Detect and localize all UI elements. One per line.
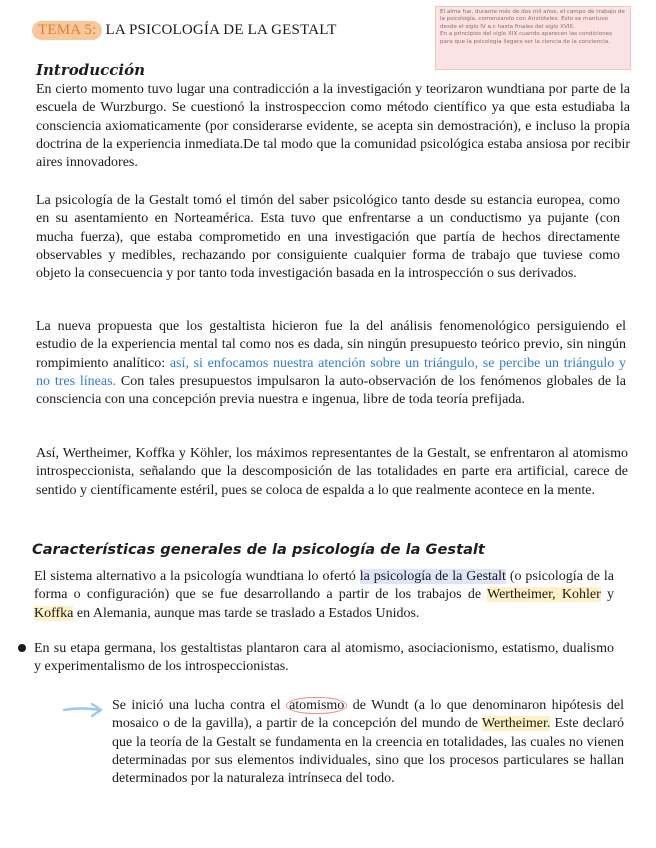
bullet-dot-icon: [18, 644, 26, 652]
paragraph-5-text-y: y: [600, 587, 614, 603]
page-title: [32, 22, 337, 39]
paragraph-3-blue-example: así, si enfocamos nuestra atención sobre un triángulo, se percibe un triángulo y no tres líneas.: [36, 355, 626, 389]
paragraph-5: [34, 568, 614, 623]
paragraph-2: La psicología de la Gestalt tomó el timón del saber psicológico tanto desde su estancia europea, como en su asentamiento en Norteamérica. Esta tuvo que enfrentarse a un conductismo ya pujante (con mucha fuerza), que estaba comprometido en una investigación que partía de hechos directamente observables y medibles, rechazando por consiguiente cualquier forma de trabajo que tuviese como objeto la consecuencia y por tanto toda investigación basada en la introspección o sus derivados.: [36, 193, 620, 282]
bullet-text: En su etapa germana, los gestaltistas plantaron cara al atomismo, asociacionismo, estatismo, dualismo y experimentalismo de los introspeccionistas.: [34, 641, 614, 675]
circled-atomismo: atomismo: [286, 697, 347, 714]
paragraph-6-text-a: Se inició una lucha contra el: [112, 698, 287, 713]
paragraph-5-text-a: El sistema alternativo a la psicología wundtiana lo ofertó: [34, 569, 360, 584]
highlight-wertheimer-kohler: Wertheimer, Kohler: [487, 587, 601, 603]
paragraph-6-text-b: de Wundt (a lo que denominaron hipótesis del mosaico o de la gavilla), a partir de la concepción del mundo de: [112, 698, 624, 732]
heading-introduccion: Introducción: [36, 61, 146, 79]
margin-note: [435, 6, 631, 70]
highlight-koffka: Koffka: [34, 605, 74, 621]
paragraph-6-text-c: Este declaró que la teoría de la Gestalt se fundamenta en la creencia en totalidades, las cuales no vienen determinadas por sus elementos individuales, sino que los procesos particulares se hallan determinados por la naturaleza intrínseca del todo.: [112, 716, 624, 787]
paragraph-3-text-b: Con tales presupuestos impulsaron la auto-observación de los fenómenos globales de la consciencia con una concepción previa nuestra e ingenua, libre de toda teoría prefijada.: [36, 373, 626, 408]
paragraph-3-text-a: La nueva propuesta que los gestaltista hicieron fue la del análisis fenomenológico persiguiendo el estudio de la experiencia mental tal como nos es dada, sin ningún presupuesto teórico previo, sin ningún rompimiento analítico:: [36, 319, 626, 371]
margin-note-line-2: En a principios del siglo XIX cuando aparecen las condiciones para que la psicología llegara ser la ciencia de la conciencia.: [440, 31, 613, 45]
paragraph-4: Así, Wertheimer, Koffka y Köhler, los máximos representantes de la Gestalt, se enfrentaron al atomismo introspeccionista, señalando que la descomposición de las totalidades en parte era artificial, carece de sentido y científicamente estéril, pues se coloca de espalda a lo que realmente acontece en la mente.: [36, 446, 628, 498]
highlight-gestalt: la psicología de la Gestalt: [359, 569, 506, 584]
heading-caracteristicas: Características generales de la psicología de la Gestalt: [32, 541, 485, 558]
paragraph-5-text-c: en Alemania, aunque mas tarde se traslado a Estados Unidos.: [73, 605, 420, 621]
paragraph-1: En cierto momento tuvo lugar una contradicción a la investigación y teorizaron wundtiana por parte de la escuela de Wurzburgo. Se cuestionó la instrospeccion como método científico ya que esta estudiaba la consciencia axiomaticamente (por considerarse evidente, se acepta sin demostración), e incluso la propia doctrina de la experiencia inmediata.De tal modo que la comunidad psicológica estaba ansiosa por recibir aires innovadores.: [36, 82, 630, 171]
paragraph-6: [112, 697, 624, 788]
right-arrow-icon: [62, 700, 106, 720]
margin-note-line-1: El alma fue, durante más de dos mil años, el campo de trabajo de la psicología, comenzando con Aristóteles. Esto se mantuvo desde el siglo IV a.c hasta finales del siglo XVIII.: [440, 9, 625, 30]
highlight-wertheimer: Wertheimer.: [481, 716, 551, 732]
title-text: LA PSICOLOGÍA DE LA GESTALT: [105, 22, 337, 38]
title-tag-highlight: [32, 21, 102, 40]
paragraph-3: [36, 318, 626, 409]
paragraph-5-text-b: (o psicología de la forma o configuración) que se fue desarrollando a partir de los trabajos de: [34, 569, 615, 603]
title-tag-label: TEMA 5:: [38, 22, 97, 38]
